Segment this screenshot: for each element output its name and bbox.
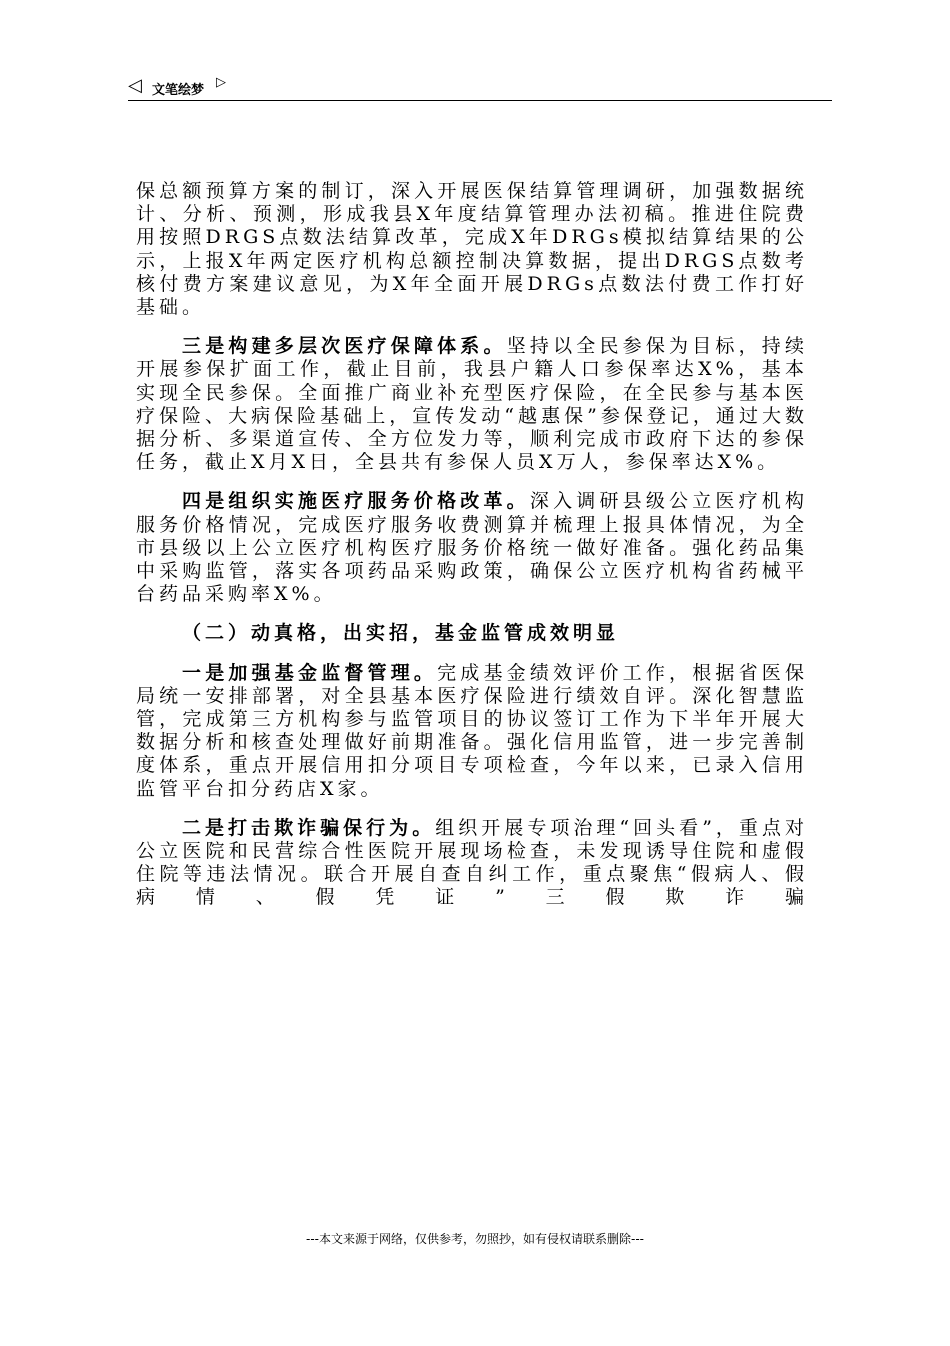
page-footer: ---本文来源于网络，仅供参考，勿照抄，如有侵权请联系删除--- — [306, 1232, 644, 1246]
paragraph-lead: 三是构建多层次医疗保障体系。 — [182, 335, 507, 358]
paragraph-lead: 二是打击欺诈骗保行为。 — [182, 816, 436, 839]
paragraph-text: 深入调研县级公立医疗机构服务价格情况，完成医疗服务收费测算并梳理上报具体情况，为全市县级以上公立医疗机构医疗服务价格统一做好准备。强化药品集中采购监管，落实各项药品采购政策，确保公立医疗机构省药械平台药品采购率X%。 — [136, 490, 808, 606]
paragraph-1 — [136, 180, 808, 319]
document-body — [136, 180, 808, 926]
paragraph-5 — [136, 817, 808, 910]
header-brand: 文笔绘梦 — [152, 83, 205, 98]
right-triangle-icon: ▷ — [216, 75, 226, 90]
section-heading — [136, 622, 808, 645]
paragraph-text: 保总额预算方案的制订，深入开展医保结算管理调研，加强数据统计、分析、预测，形成我县X年度结算管理办法初稿。推进住院费用按照DRGS点数法结算改革，完成X年DRGs模拟结算结果的公示，上报X年两定医疗机构总额控制决算数据，提出DRGS点数考核付费方案建议意见，为X年全面开展DRGs点数法付费工作打好基础。 — [136, 180, 808, 319]
paragraph-3 — [136, 490, 808, 606]
left-triangle-icon: ◁ — [128, 75, 142, 96]
paragraph-text: 完成基金绩效评价工作，根据省医保局统一安排部署，对全县基本医疗保险进行绩效自评。深化智慧监管，完成第三方机构参与监管项目的协议签订工作为下半年开展大数据分析和核查处理做好前期准备。强化信用监管，进一步完善制度体系，重点开展信用扣分项目专项检查，今年以来，已录入信用监管平台扣分药店X家。 — [136, 661, 808, 800]
paragraph-lead: 四是组织实施医疗服务价格改革。 — [182, 490, 530, 513]
paragraph-lead: 一是加强基金监督管理。 — [182, 661, 438, 684]
page-header — [128, 74, 832, 101]
paragraph-text: 坚持以全民参保为目标，持续开展参保扩面工作，截止目前，我县户籍人口参保率达X%，基本实现全民参保。全面推广商业补充型医疗保险，在全民参与基本医疗保险、大病保险基础上，宣传发动“越惠保”参保登记，通过大数据分析、多渠道宣传、全方位发力等，顺利完成市政府下达的参保任务，截止X月X日，全县共有参保人员X万人，参保率达X%。 — [136, 335, 808, 474]
paragraph-4 — [136, 662, 808, 801]
section-heading-text: （二）动真格，出实招，基金监管成效明显 — [182, 622, 620, 645]
paragraph-2 — [136, 335, 808, 474]
paragraph-text: 组织开展专项治理“回头看”，重点对公立医院和民营综合性医院开展现场检查，未发现诱导住院和虚假住院等违法情况。联合开展自查自纠工作，重点聚焦“假病人、假病情、假凭证”三假欺诈骗 — [136, 816, 808, 909]
